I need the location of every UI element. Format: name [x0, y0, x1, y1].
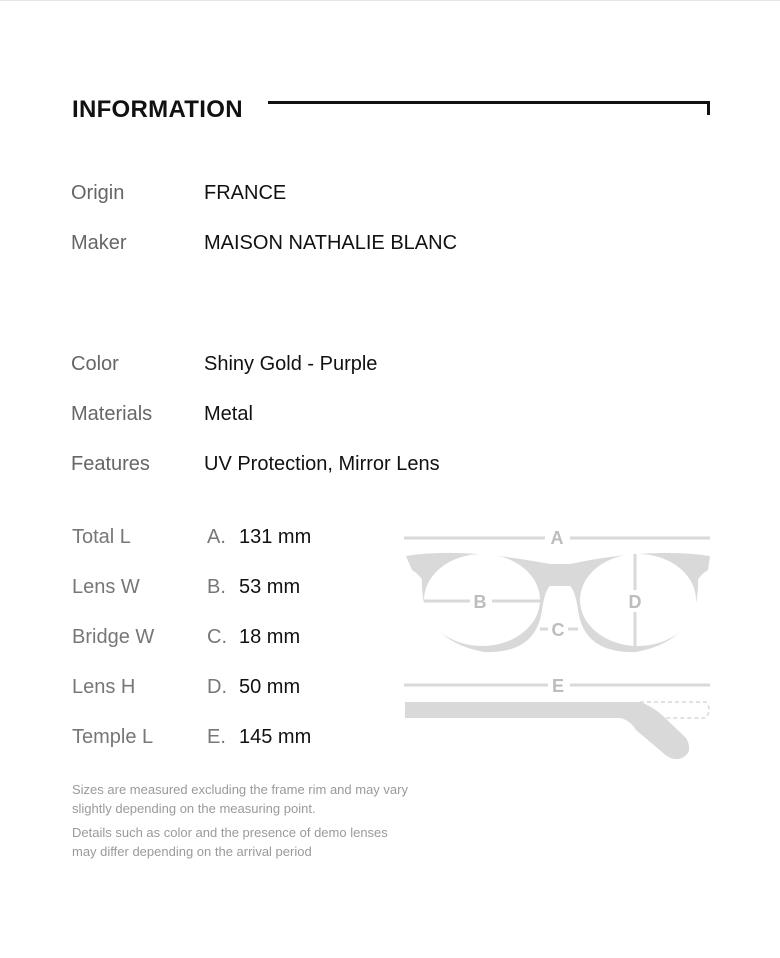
- bridge-width-value: 18 mm: [239, 626, 301, 648]
- origin-label: Origin: [71, 182, 125, 204]
- total-length-label: Total L: [72, 526, 131, 548]
- maker-label: Maker: [71, 232, 127, 254]
- lens-width-label: Lens W: [72, 576, 140, 598]
- measurement-notes: [72, 780, 412, 866]
- label-b: B: [473, 592, 487, 612]
- glasses-measurement-diagram: [400, 520, 720, 770]
- total-length-value: 131 mm: [239, 526, 312, 548]
- color-label: Color: [71, 353, 119, 375]
- origin-value: FRANCE: [204, 182, 287, 204]
- lens-height-letter: D.: [207, 676, 227, 698]
- label-d: D: [628, 592, 642, 612]
- title-rule-end: [707, 101, 710, 115]
- note-details: Details such as color and the presence of demo lenses may differ depending on the arrival period: [72, 825, 388, 859]
- total-length-letter: A.: [207, 526, 226, 548]
- bridge-width-label: Bridge W: [72, 626, 155, 648]
- label-e: E: [551, 676, 565, 696]
- section-title: INFORMATION: [72, 96, 243, 123]
- materials-label: Materials: [71, 403, 153, 425]
- materials-value: Metal: [204, 403, 253, 425]
- color-value: Shiny Gold - Purple: [204, 353, 378, 375]
- features-value: UV Protection, Mirror Lens: [204, 453, 440, 475]
- lens-width-value: 53 mm: [239, 576, 301, 598]
- label-a: A: [550, 528, 564, 548]
- temple-length-value: 145 mm: [239, 726, 312, 748]
- temple-length-label: Temple L: [72, 726, 154, 748]
- temple-arm: [405, 702, 689, 759]
- label-c: C: [551, 620, 565, 640]
- lens-height-value: 50 mm: [239, 676, 301, 698]
- features-label: Features: [71, 453, 150, 475]
- maker-value: MAISON NATHALIE BLANC: [204, 232, 458, 254]
- note-sizes: Sizes are measured excluding the frame rim and may vary slightly depending on the measuring point.: [72, 782, 408, 816]
- lens-width-letter: B.: [207, 576, 226, 598]
- bridge-width-letter: C.: [207, 626, 227, 648]
- title-rule: [268, 101, 709, 104]
- top-divider: [0, 0, 780, 1]
- temple-length-letter: E.: [207, 726, 226, 748]
- lens-height-label: Lens H: [72, 676, 136, 698]
